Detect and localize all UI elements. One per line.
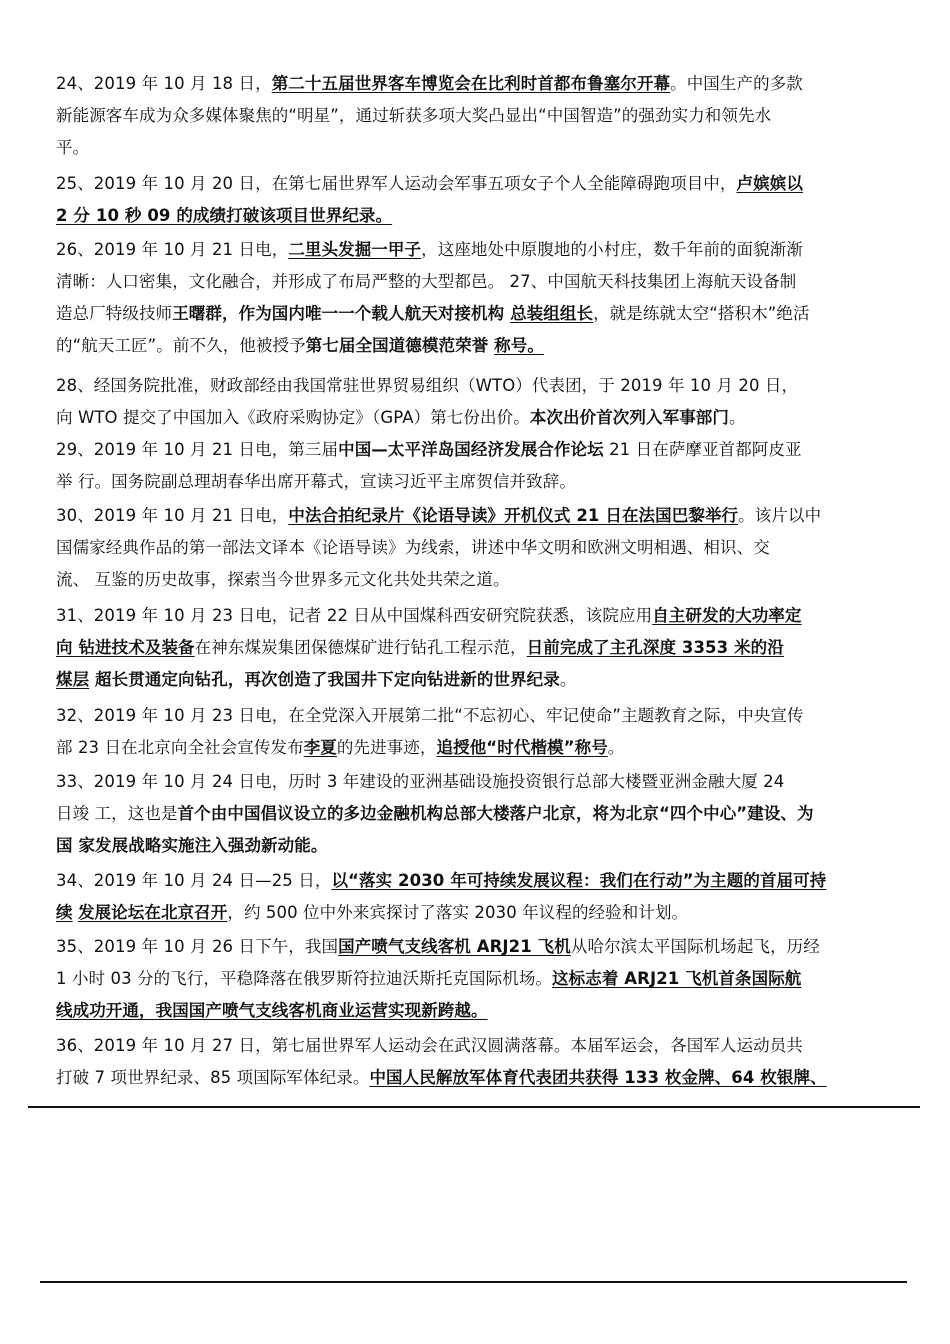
underlined-bold-text: 日前完成了主孔深度 3353 米的沿 xyxy=(526,638,784,657)
text-line xyxy=(56,632,908,664)
underlined-bold-text: 总装组组长 xyxy=(510,304,594,323)
text-line xyxy=(56,500,908,532)
plain-text: 向 WTO 提交了中国加入《政府采购协定》（GPA）第七份出价。 xyxy=(56,408,530,427)
underlined-bold-text: 追授他“时代楷模”称号 xyxy=(436,738,608,757)
plain-text: 32、2019 年 10 月 23 日电，在全党深入开展第二批“不忘初心、牢记使命”主题教育之际，中央宣传 xyxy=(56,706,804,725)
text-line xyxy=(56,700,908,732)
text-line xyxy=(56,298,908,330)
text-line xyxy=(56,664,908,696)
item-31 xyxy=(56,600,908,696)
item-35 xyxy=(56,931,908,1027)
underlined-bold-text: 李夏 xyxy=(303,738,337,757)
text-line xyxy=(56,532,908,564)
plain-text: 36、2019 年 10 月 27 日，第七届世界军人运动会在武汉圆满落幕。本届军运会，各国军人运动员共 xyxy=(56,1036,803,1055)
text-line xyxy=(56,830,908,862)
underlined-bold-text: 卢嫔嫔以 xyxy=(736,174,803,193)
underlined-bold-text: 2 分 10 秒 09 的成绩打破该项目世界纪录。 xyxy=(56,206,393,225)
text-line xyxy=(56,865,908,897)
plain-text: 造总厂特级技师 xyxy=(56,304,173,323)
plain-text: 。该片以中 xyxy=(738,506,822,525)
plain-text: 清晰：人口密集，文化融合，并形成了布局严整的大型都邑。 27、中国航天科技集团上海航天设备制 xyxy=(56,272,797,291)
plain-text: 流、 互鉴的历史故事，探索当今世界多元文化共处共荣之道。 xyxy=(56,570,510,589)
text-line xyxy=(56,1062,908,1094)
item-26-27 xyxy=(56,234,908,362)
text-line xyxy=(56,402,908,434)
bold-text xyxy=(737,174,803,193)
text-line xyxy=(56,370,908,402)
plain-text: 国儒家经典作品的第一部法文译本《论语导读》为线索，讲述中华文明和欧洲文明相遇、相识、交 xyxy=(56,538,770,557)
bold-text: 超长贯通定向钻孔，再次创造了我国井下定向钻进新的世界纪录 xyxy=(89,670,560,689)
plain-text: 部 23 日在北京向全社会宣传发布 xyxy=(56,738,304,757)
text-line xyxy=(56,168,908,200)
text-line xyxy=(56,200,908,232)
plain-text: 新能源客车成为众多媒体聚焦的“明星”，通过斩获多项大奖凸显出“中国智造”的强劲实力和领先水 xyxy=(56,106,772,125)
underlined-bold-text: 续 xyxy=(56,903,73,922)
item-34 xyxy=(56,865,908,929)
bold-text: 本次出价首次列入军事部门 xyxy=(529,408,729,427)
text-line xyxy=(56,600,908,632)
bold-text xyxy=(56,670,89,689)
item-32 xyxy=(56,700,908,764)
item-29 xyxy=(56,434,908,498)
underlined-bold-text: 中法合拍纪录片《论语导读》开机仪式 21 日在法国巴黎举行 xyxy=(288,506,739,525)
bold-text: 王曙群，作为国内唯一一个载人航天对接机构 xyxy=(172,304,511,323)
plain-text: ，约 500 位中外来宾探讨了落实 2030 年议程的经验和计划。 xyxy=(227,903,689,922)
bold-text xyxy=(494,336,544,355)
plain-text: 的“航天工匠”。前不久，他被授予 xyxy=(56,336,306,355)
bold-text xyxy=(288,506,738,525)
underlined-bold-text: 中国人民解放军体育代表团共获得 133 枚金牌、64 枚银牌、 xyxy=(369,1068,827,1087)
underlined-bold-text: 二里头发掘一甲子 xyxy=(288,240,422,259)
item-33 xyxy=(56,766,908,862)
text-line xyxy=(56,330,908,362)
underlined-bold-text: 第二十五届世界客车博览会在比利时首都布鲁塞尔开幕 xyxy=(271,74,671,93)
item-36 xyxy=(56,1030,908,1094)
plain-text: 24、2019 年 10 月 18 日， xyxy=(56,74,272,93)
plain-text: 打破 7 项世界纪录、85 项国际军体纪录。 xyxy=(56,1068,370,1087)
bold-text xyxy=(338,937,571,956)
bold-text xyxy=(272,74,670,93)
bold-text xyxy=(369,1068,826,1087)
plain-text: 。 xyxy=(607,738,625,757)
bold-text xyxy=(552,969,801,988)
underlined-bold-text: 这标志着 ARJ21 飞机首条国际航 xyxy=(552,969,802,988)
plain-text: 31、2019 年 10 月 23 日电，记者 22 日从中国煤科西安研究院获悉，该院应用 xyxy=(56,606,653,625)
item-30 xyxy=(56,500,908,596)
plain-text: 35、2019 年 10 月 26 日下午，我国 xyxy=(56,937,339,956)
text-line xyxy=(56,1030,908,1062)
plain-text: ，就是练就太空“搭积木”绝活 xyxy=(593,304,810,323)
underlined-bold-text: 以“落实 2030 年可持续发展议程：我们在行动”为主题的首届可持 xyxy=(331,871,827,890)
bold-text xyxy=(56,1001,488,1020)
divider-line xyxy=(28,1106,920,1108)
bold-text xyxy=(527,638,784,657)
plain-text: 日竣 工，这也是 xyxy=(56,804,178,823)
item-28 xyxy=(56,370,908,434)
plain-text: 30、2019 年 10 月 21 日电， xyxy=(56,506,289,525)
underlined-bold-text: 向 钻进技术及装备 xyxy=(56,638,195,657)
plain-text: 在神东煤炭集团保德煤矿进行钻孔工程示范， xyxy=(194,638,527,657)
text-line xyxy=(56,234,908,266)
bold-text xyxy=(56,903,73,922)
plain-text: 的先进事迹， xyxy=(336,738,437,757)
bold-text xyxy=(331,871,826,890)
plain-text: 34、2019 年 10 月 24 日—25 日， xyxy=(56,871,332,890)
plain-text: ，这座地处中原腹地的小村庄，数千年前的面貌渐渐 xyxy=(421,240,803,259)
bold-text xyxy=(78,903,227,922)
bold-text xyxy=(56,206,392,225)
plain-text: 21 日在萨摩亚首都阿皮亚 xyxy=(603,440,802,459)
bold-text: 第七届全国道德模范荣誉 xyxy=(305,336,495,355)
bold-text xyxy=(510,304,593,323)
text-line xyxy=(56,732,908,764)
bold-text xyxy=(652,606,801,625)
underlined-bold-text: 自主研发的大功率定 xyxy=(652,606,802,625)
bold-text xyxy=(56,638,195,657)
text-line xyxy=(56,897,908,929)
item-25 xyxy=(56,168,908,232)
plain-text: 29、2019 年 10 月 21 日电，第三届 xyxy=(56,440,339,459)
plain-text: 25、2019 年 10 月 20 日，在第七届世界军人运动会军事五项女子个人全能障碍跑项目中， xyxy=(56,174,737,193)
bold-text xyxy=(288,240,421,259)
bold-text: 中国—太平洋岛国经济发展合作论坛 xyxy=(338,440,604,459)
plain-text: 。 xyxy=(559,670,577,689)
plain-text: 举 行。国务院副总理胡春华出席开幕式，宣读习近平主席贺信并致辞。 xyxy=(56,472,576,491)
bold-text xyxy=(304,738,337,757)
text-line xyxy=(56,766,908,798)
text-line xyxy=(56,266,908,298)
text-line xyxy=(56,995,908,1027)
plain-text: 33、2019 年 10 月 24 日电，历时 3 年建设的亚洲基础设施投资银行总部大楼暨亚洲金融大厦 24 xyxy=(56,772,785,791)
plain-text: 28、经国务院批准，财政部经由我国常驻世界贸易组织（WTO）代表团，于 2019 年 10 月 20 日， xyxy=(56,376,799,395)
bold-text: 首个由中国倡议设立的多边金融机构总部大楼落户北京，将为北京“四个中心”建设、为 xyxy=(177,804,814,823)
bold-text: 国 家发展战略实施注入强劲新动能。 xyxy=(56,836,328,855)
text-line xyxy=(56,68,908,100)
plain-text: 从哈尔滨太平国际机场起飞，历经 xyxy=(570,937,820,956)
plain-text: 平。 xyxy=(56,138,90,157)
plain-text: 26、2019 年 10 月 21 日电， xyxy=(56,240,289,259)
text-line xyxy=(56,132,908,164)
plain-text: 。中国生产的多款 xyxy=(670,74,803,93)
underlined-bold-text: 国产喷气支线客机 ARJ21 飞机 xyxy=(338,937,571,956)
text-line xyxy=(56,564,908,596)
underlined-bold-text: 线成功开通，我国国产喷气支线客机商业运营实现新跨越。 xyxy=(56,1001,488,1020)
underlined-bold-text: 发展论坛在北京召开 xyxy=(77,903,228,922)
text-line xyxy=(56,466,908,498)
underlined-bold-text: 煤层 xyxy=(56,670,90,689)
plain-text: 。 xyxy=(729,408,746,427)
text-line xyxy=(56,434,908,466)
footer-line xyxy=(40,1281,907,1283)
text-line xyxy=(56,798,908,830)
text-line xyxy=(56,100,908,132)
text-line xyxy=(56,963,908,995)
text-line xyxy=(56,931,908,963)
bold-text xyxy=(437,738,608,757)
plain-text: 1 小时 03 分的飞行，平稳降落在俄罗斯符拉迪沃斯托克国际机场。 xyxy=(56,969,553,988)
underlined-bold-text: 称号。 xyxy=(494,336,544,355)
item-24 xyxy=(56,68,908,164)
